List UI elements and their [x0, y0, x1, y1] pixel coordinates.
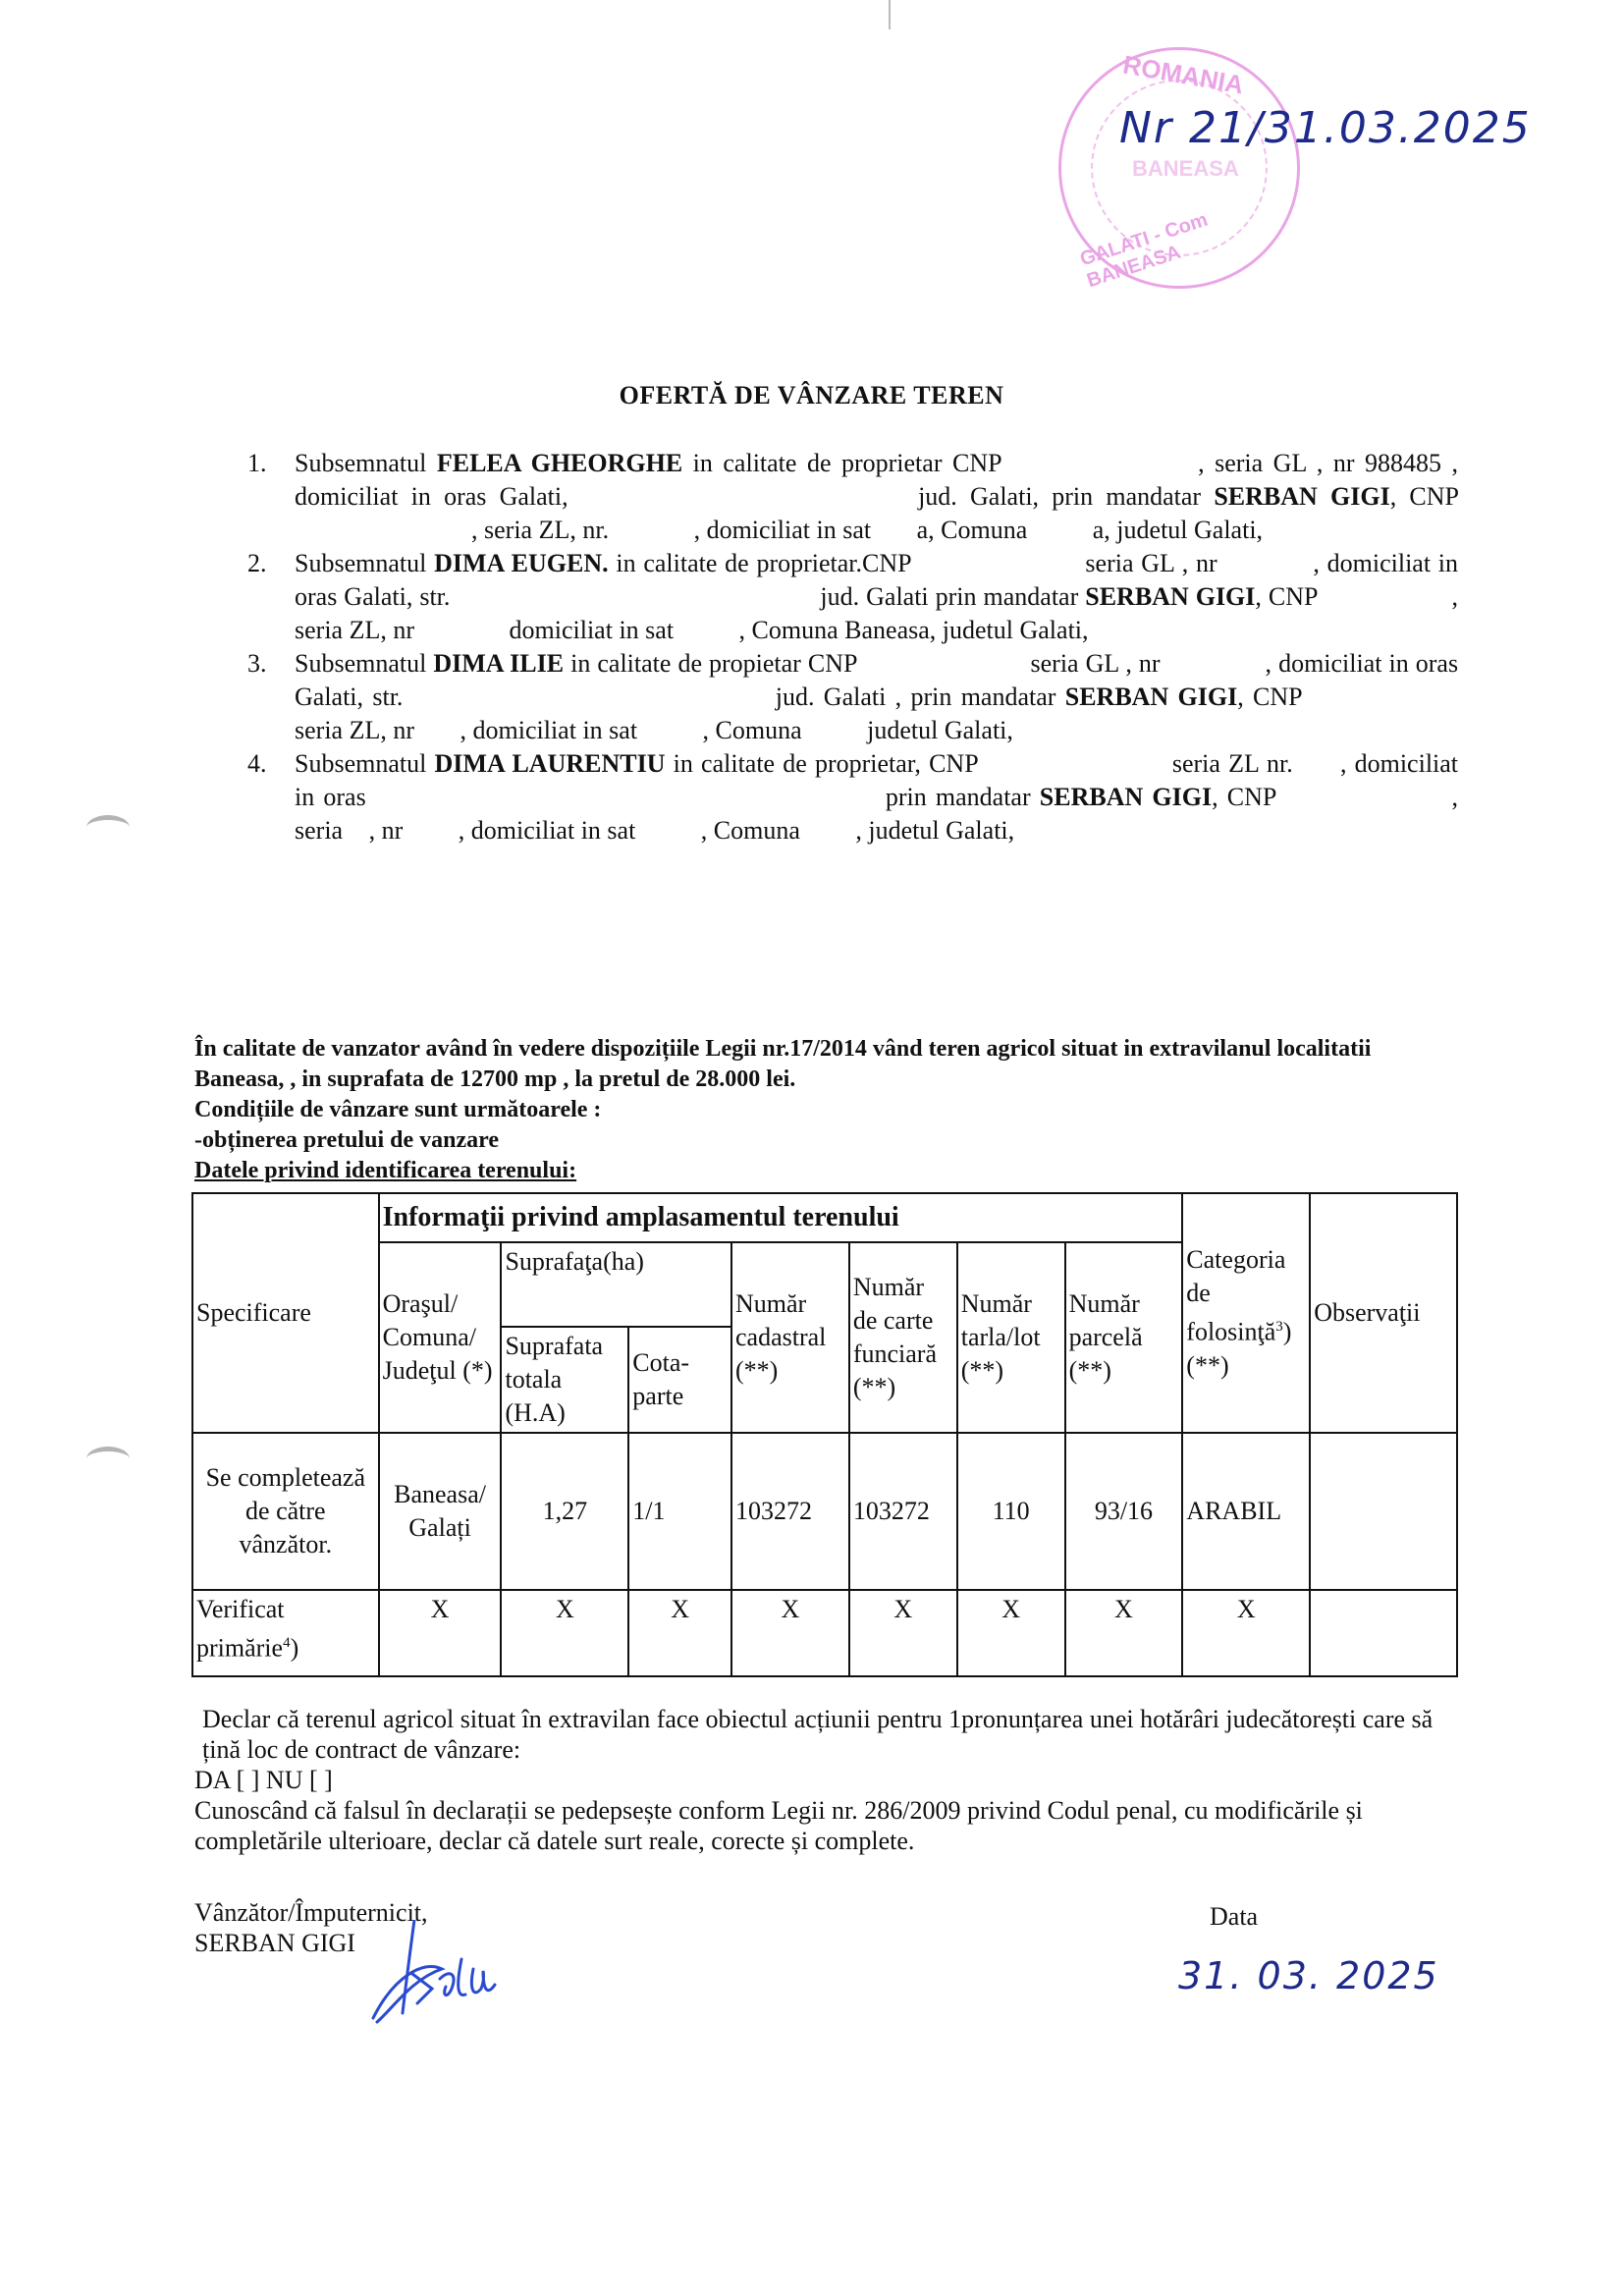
owner-text: , CNP	[1237, 683, 1302, 711]
owner-text: , seria ZL, nr.	[471, 516, 610, 544]
header-suprafata-totala: Suprafata totala (H.A)	[501, 1327, 628, 1433]
header-specificare: Specificare	[192, 1193, 379, 1433]
cell-verified-mark: X	[957, 1590, 1065, 1676]
agent-name: SERBAN GIGI	[1085, 582, 1256, 611]
owner-item	[236, 747, 1458, 847]
cell-verified-mark: X	[1182, 1590, 1310, 1676]
registration-date: 31.03.2025	[1264, 103, 1532, 153]
owner-text: a, Comuna	[916, 516, 1028, 544]
table-header-row	[192, 1193, 1457, 1242]
owner-item	[236, 547, 1458, 647]
owner-prefix: Subsemnatul	[295, 449, 427, 477]
row-label-verified	[192, 1590, 379, 1676]
agent-name: SERBAN GIGI	[1039, 783, 1213, 811]
owner-text: , domiciliat in sat	[460, 716, 638, 744]
owner-text: in calitate de proprietar CNP	[692, 449, 1001, 477]
cell-suprafata-totala: 1,27	[501, 1433, 628, 1590]
registration-separator: /	[1248, 103, 1265, 153]
handwritten-date: 31. 03. 2025	[1178, 1954, 1439, 1997]
header-observatii: Observaţii	[1310, 1193, 1457, 1433]
condition-item: -obținerea pretului de vanzare	[194, 1127, 499, 1153]
header-cota-parte: Cota- parte	[628, 1327, 731, 1433]
owner-text: , Comuna	[702, 716, 802, 744]
owner-text: seria ZL, nr	[295, 716, 415, 744]
owner-name: DIMA EUGEN.	[434, 549, 609, 577]
sale-statement: În calitate de vanzator având în vedere dispozițiile Legii nr.17/2014 vând teren agricol situat in extravilanul localitatii Baneasa, , in suprafata de 12700 mp , la pretul de 28.000 lei.	[194, 1036, 1372, 1092]
owner-text: in calitate de proprietar.CNP	[616, 549, 911, 577]
owner-text: , judetul Galati,	[855, 816, 1015, 845]
owner-text: , seria	[295, 783, 1459, 845]
owner-text: , seria ZL, nr	[295, 582, 1459, 644]
owner-item	[236, 447, 1458, 547]
registration-number-value: 21	[1189, 103, 1249, 153]
owner-text: , domiciliat in oras	[295, 749, 1459, 811]
cell-verified-mark: X	[379, 1590, 502, 1676]
owner-number: 3.	[247, 649, 267, 678]
stamp-text-middle: BANEASA	[1132, 156, 1239, 181]
owner-prefix: Subsemnatul	[295, 749, 427, 778]
owner-text: , domiciliat in sat	[693, 516, 872, 544]
cell-verified-mark: X	[731, 1590, 849, 1676]
cell-nr-cadastral: 103272	[731, 1433, 849, 1590]
header-suprafata-group: Suprafaţa(ha)	[501, 1242, 731, 1327]
agent-name: SERBAN GIGI	[1064, 683, 1238, 711]
header-nr-carte-funciara: Număr de carte funciară (**)	[849, 1242, 957, 1433]
owner-text: judetul Galati,	[867, 716, 1013, 744]
cell-nr-tarla: 110	[957, 1433, 1065, 1590]
date-label: Data	[1210, 1902, 1259, 1931]
cell-nr-carte-funciara: 103272	[849, 1433, 957, 1590]
cell-categoria: ARABIL	[1182, 1433, 1310, 1590]
agent-name: SERBAN GIGI	[1214, 482, 1390, 511]
header-nr-cadastral: Număr cadastral (**)	[731, 1242, 849, 1433]
cell-verified-observatii	[1310, 1590, 1457, 1676]
header-info-group: Informaţii privind amplasamentul terenului	[379, 1193, 1183, 1242]
registration-number	[1119, 103, 1532, 153]
handwritten-signature	[363, 1920, 589, 2028]
owner-prefix: Subsemnatul	[295, 649, 427, 678]
header-categoria-label: Categoria de folosinţă	[1186, 1245, 1286, 1346]
owner-text: , seria GL , nr 988485 , domiciliat in oras Galati,	[295, 449, 1459, 511]
land-identification-table	[191, 1192, 1458, 1677]
owner-text: seria GL , nr	[1030, 649, 1161, 678]
owner-text: jud. Galati prin mandatar	[820, 582, 1079, 611]
row-label-seller: Se completează de către vânzător.	[192, 1433, 379, 1590]
table-row-seller	[192, 1433, 1457, 1590]
owner-text: jud. Galati, prin mandatar	[918, 482, 1202, 511]
conditions-heading: Condițiile de vânzare sunt următoarele :	[194, 1097, 602, 1122]
header-nr-tarla: Număr tarla/lot (**)	[957, 1242, 1065, 1433]
owner-prefix: Subsemnatul	[295, 549, 427, 577]
declaration-section	[194, 1704, 1471, 1856]
declaration-liability: Cunoscând că falsul în declarații se pedepsește conform Legii nr. 286/2009 privind Codul penal, cu modificările și completările ulterioare, declar că datele surt reale, corecte și complete.	[194, 1796, 1363, 1855]
punch-hole-mark	[86, 1447, 130, 1471]
owner-text: seria GL , nr	[1085, 549, 1217, 577]
owner-text: prin mandatar	[885, 783, 1031, 811]
footnote-ref: 4	[283, 1635, 291, 1651]
owner-text: , CNP	[1255, 582, 1318, 611]
footnote-ref: 3	[1275, 1319, 1283, 1336]
owner-name: FELEA GHEORGHE	[436, 449, 683, 477]
header-oras: Oraşul/ Comuna/ Judeţul (*)	[379, 1242, 502, 1433]
cell-verified-mark: X	[501, 1590, 628, 1676]
owners-list	[236, 447, 1458, 847]
row-label-verified-text: Verificat primărie	[196, 1595, 285, 1663]
official-stamp	[1058, 47, 1300, 293]
owner-text: , Comuna	[700, 816, 800, 845]
owner-text: , Comuna Baneasa, judetul Galati,	[738, 616, 1089, 644]
owner-text: , CNP	[1389, 482, 1459, 511]
owner-text: , CNP	[1212, 783, 1276, 811]
owner-text: jud. Galati , prin mandatar	[775, 683, 1056, 711]
owner-item	[236, 647, 1458, 747]
cell-verified-mark: X	[849, 1590, 957, 1676]
owner-text: a, judetul Galati,	[1092, 516, 1264, 544]
identification-heading: Datele privind identificarea terenului:	[194, 1158, 577, 1183]
registration-number-label: Nr	[1119, 103, 1174, 153]
cell-verified-mark: X	[1065, 1590, 1183, 1676]
punch-hole-mark	[86, 815, 130, 840]
owner-name: DIMA LAURENTIU	[434, 749, 666, 778]
cell-cota-parte: 1/1	[628, 1433, 731, 1590]
owner-number: 2.	[247, 549, 267, 577]
signer-name: SERBAN GIGI	[194, 1929, 355, 1957]
cell-verified-mark: X	[628, 1590, 731, 1676]
scan-mark	[889, 0, 891, 29]
cell-observatii	[1310, 1433, 1457, 1590]
signer-role: Vânzător/Împuternicit,	[194, 1898, 428, 1927]
owner-text: in calitate de propietar CNP	[570, 649, 857, 678]
owner-number: 4.	[247, 749, 267, 778]
cell-oras: Baneasa/ Galați	[379, 1433, 502, 1590]
table-row-verified	[192, 1590, 1457, 1676]
owner-name: DIMA ILIE	[433, 649, 565, 678]
header-categoria	[1182, 1193, 1310, 1433]
declaration-text: Declar că terenul agricol situat în extravilan face obiectul acțiunii pentru 1pronunțarea unei hotărâri judecătorești care să țină loc de contract de vânzare:	[202, 1705, 1434, 1764]
stamp-text-top: ROMANIA	[1120, 49, 1246, 100]
header-nr-parcela: Număr parcelă (**)	[1065, 1242, 1183, 1433]
owner-text: , nr	[368, 816, 404, 845]
owner-text: in calitate de proprietar, CNP	[673, 749, 978, 778]
owner-text: , domiciliat in sat	[458, 816, 636, 845]
sale-offer-intro	[194, 1034, 1461, 1186]
row-label-suffix: )	[290, 1633, 299, 1663]
declaration-options: DA [ ] NU [ ]	[194, 1766, 333, 1794]
owner-text: seria ZL nr.	[1171, 749, 1293, 778]
document-title: OFERTĂ DE VÂNZARE TEREN	[619, 381, 1004, 410]
stamp-text-bottom: GALATI - Com BANEASA	[1077, 208, 1211, 293]
owner-number: 1.	[247, 449, 267, 477]
owner-text: domiciliat in sat	[509, 616, 675, 644]
owner-text: , domiciliat in oras Galati, str.	[295, 549, 1459, 611]
owner-text: , domiciliat in oras Galati, str.	[295, 649, 1459, 711]
cell-nr-parcela: 93/16	[1065, 1433, 1183, 1590]
header-categoria-suffix: ) (**)	[1186, 1317, 1292, 1380]
